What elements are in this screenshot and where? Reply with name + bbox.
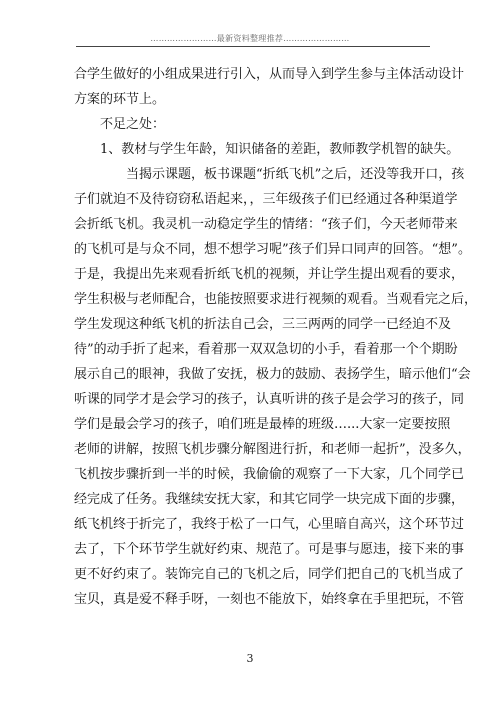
text-line: 学生积极与老师配合，也能按照要求进行视频的观看。当观看完之后， [74,292,478,307]
page-header: ……………………最新资料整理推荐…………………… [150,34,350,43]
text-line: 展示自己的眼神，我做了安抚，极力的鼓励、表扬学生，暗示他们“会 [74,367,471,382]
text-line: 学生发现这种纸飞机的折法自己会，三三两两的同学一已经迫不及 [74,317,452,332]
text-line: 宝贝，真是爱不释手呀，一刻也不能放下，始终拿在手里把玩，不管 [74,592,465,607]
text-line: 待”的动手折了起来，看着那一双双急切的小手，看着那一个个期盼 [74,342,458,357]
text-line: 飞机按步骤折到一半的时候，我偷偷的观察了一下大家，几个同学已 [74,467,465,482]
text-line: 学们是最会学习的孩子，咱们班是最棒的班级…...大家一定要按照 [74,417,451,432]
page-number: 3 [246,652,254,665]
text-line: 子们就迫不及待窃窃私语起来，，三年级孩子们已经通过各种渠道学 [74,192,458,207]
subsection-heading: 1、教材与学生年龄，知识储备的差距，教师教学机智的缺失。 [100,142,460,157]
text-line: 方案的环节上。 [74,92,166,107]
text-line: 会折纸飞机。我灵机一动稳定学生的情绪：“孩子们，今天老师带来 [74,217,458,232]
text-line: 纸飞机终于折完了，我终于松了一口气，心里暗自高兴，这个环节过 [74,517,465,532]
header-rule [76,46,430,47]
text-line: 的飞机可是与众不同，想不想学习呢”孩子们异口同声的回答。“想”。 [74,242,471,257]
text-line: 老师的讲解，按照飞机步骤分解图进行折，和老师一起折”，没多久， [74,442,471,457]
text-line: 听课的同学才是会学习的孩子，认真听讲的孩子是会学习的孩子，同 [74,392,465,407]
section-heading: 不足之处： [100,117,166,132]
text-line: 经完成了任务。我继续安抚大家，和其它同学一块完成下面的步骤， [74,492,465,507]
text-line: 合学生做好的小组成果进行引入，从而导入到学生参与主体活动设计 [74,67,465,82]
text-line: 去了，下个环节学生就好约束、规范了。可是事与愿违，接下来的事 [74,542,465,557]
text-line: 当揭示课题，板书课题“折纸飞机”之后，还没等我开口，孩 [126,167,465,182]
text-line: 更不好约束了。装饰完自己的飞机之后，同学们把自己的飞机当成了 [74,567,465,582]
text-line: 于是，我提出先来观看折纸飞机的视频，并让学生提出观看的要求， [74,267,465,282]
document-body [74,62,478,612]
